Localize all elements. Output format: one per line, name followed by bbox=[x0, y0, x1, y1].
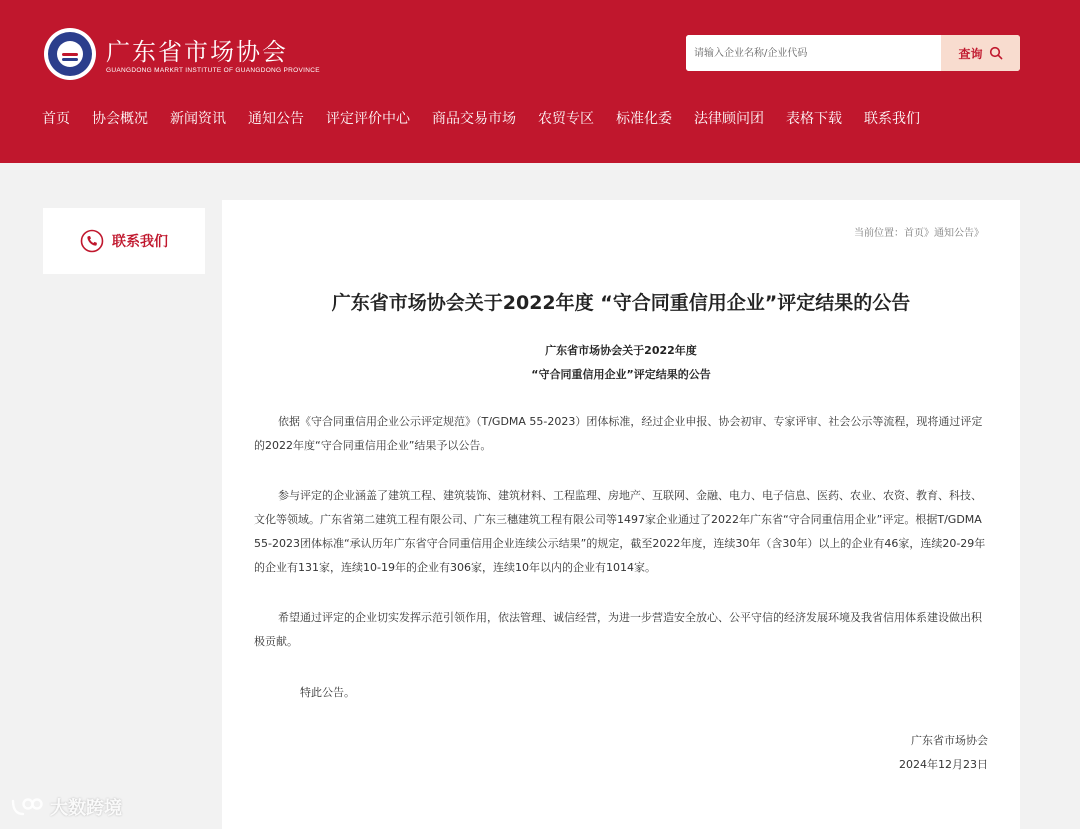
article-date: 2024年12月23日 bbox=[899, 758, 988, 771]
nav-item-news[interactable]: 新闻资讯 bbox=[170, 111, 226, 127]
article-paragraph-2: 参与评定的企业涵盖了建筑工程、建筑装饰、建筑材料、工程监理、房地产、互联网、金融、电力、电子信息、医药、农业、农资、教育、科技、文化等领域。广东省第二建筑工程有限公司、广东三穗建筑工程有限公司等1497家企业通过了2022年广东省“守合同重信用企业”评定。根据T/GDMA 55-2023团体标准“承认历年广东省守合同重信用企业连续公示结果”的规定，截至2022年度，连续30年（含30年）以上的企业有46家，连续20-29年的企业有131家，连续10-19年的企业有306家，连续10年以内的企业有1014家。 bbox=[254, 489, 986, 574]
nav-item-notices[interactable]: 通知公告 bbox=[248, 111, 304, 127]
nav-item-about[interactable]: 协会概况 bbox=[92, 111, 148, 127]
association-seal-icon[interactable] bbox=[44, 28, 96, 80]
nav-item-contact[interactable]: 联系我们 bbox=[864, 111, 920, 127]
sidebar-contact-card[interactable] bbox=[43, 208, 205, 274]
nav-item-downloads[interactable]: 表格下载 bbox=[786, 111, 842, 127]
watermark bbox=[10, 794, 122, 820]
search-button-label: 查询 bbox=[958, 46, 983, 61]
article-subtitle-line1: 广东省市场协会关于2022年度 bbox=[545, 344, 697, 357]
article-closing: 特此公告。 bbox=[300, 686, 355, 699]
article-subtitle-line2: “守合同重信用企业”评定结果的公告 bbox=[531, 368, 711, 381]
site-name-english: GUANGDONG MARKRT INSTITUTE OF GUANGDONG PROVINCE bbox=[106, 67, 320, 74]
article-panel bbox=[222, 200, 1020, 829]
search-icon bbox=[989, 46, 1003, 60]
main-nav bbox=[42, 108, 942, 128]
search-box bbox=[686, 35, 1020, 71]
nav-item-standards[interactable]: 标准化委 bbox=[616, 111, 672, 127]
search-button[interactable] bbox=[941, 35, 1020, 71]
nav-item-legal[interactable]: 法律顾问团 bbox=[694, 111, 764, 127]
sidebar-contact-label: 联系我们 bbox=[112, 234, 168, 250]
site-header bbox=[0, 0, 1080, 163]
site-name[interactable]: 广东省市场协会 bbox=[106, 38, 288, 66]
article-paragraph-1: 依据《守合同重信用企业公示评定规范》（T/GDMA 55-2023）团体标准，经过企业申报、协会初审、专家评审、社会公示等流程，现将通过评定的2022年度“守合同重信用企业”结果予以公告。 bbox=[254, 415, 983, 452]
watermark-text: 大数跨境 bbox=[50, 798, 122, 819]
nav-item-home[interactable]: 首页 bbox=[42, 111, 70, 127]
breadcrumb[interactable]: 当前位置：首页》通知公告》 bbox=[854, 228, 984, 239]
nav-item-farmers-market[interactable]: 农贸专区 bbox=[538, 111, 594, 127]
article-signer: 广东省市场协会 bbox=[911, 734, 988, 747]
nav-item-evaluation[interactable]: 评定评价中心 bbox=[326, 111, 410, 127]
watermark-logo-icon bbox=[10, 796, 44, 818]
page-title: 广东省市场协会关于2022年度 “守合同重信用企业”评定结果的公告 bbox=[331, 292, 911, 314]
nav-item-markets[interactable]: 商品交易市场 bbox=[432, 111, 516, 127]
phone-icon bbox=[80, 229, 104, 253]
search-input[interactable] bbox=[686, 35, 941, 71]
article-paragraph-3: 希望通过评定的企业切实发挥示范引领作用，依法管理、诚信经营，为进一步营造安全放心、公平守信的经济发展环境及我省信用体系建设做出积极贡献。 bbox=[254, 611, 982, 648]
